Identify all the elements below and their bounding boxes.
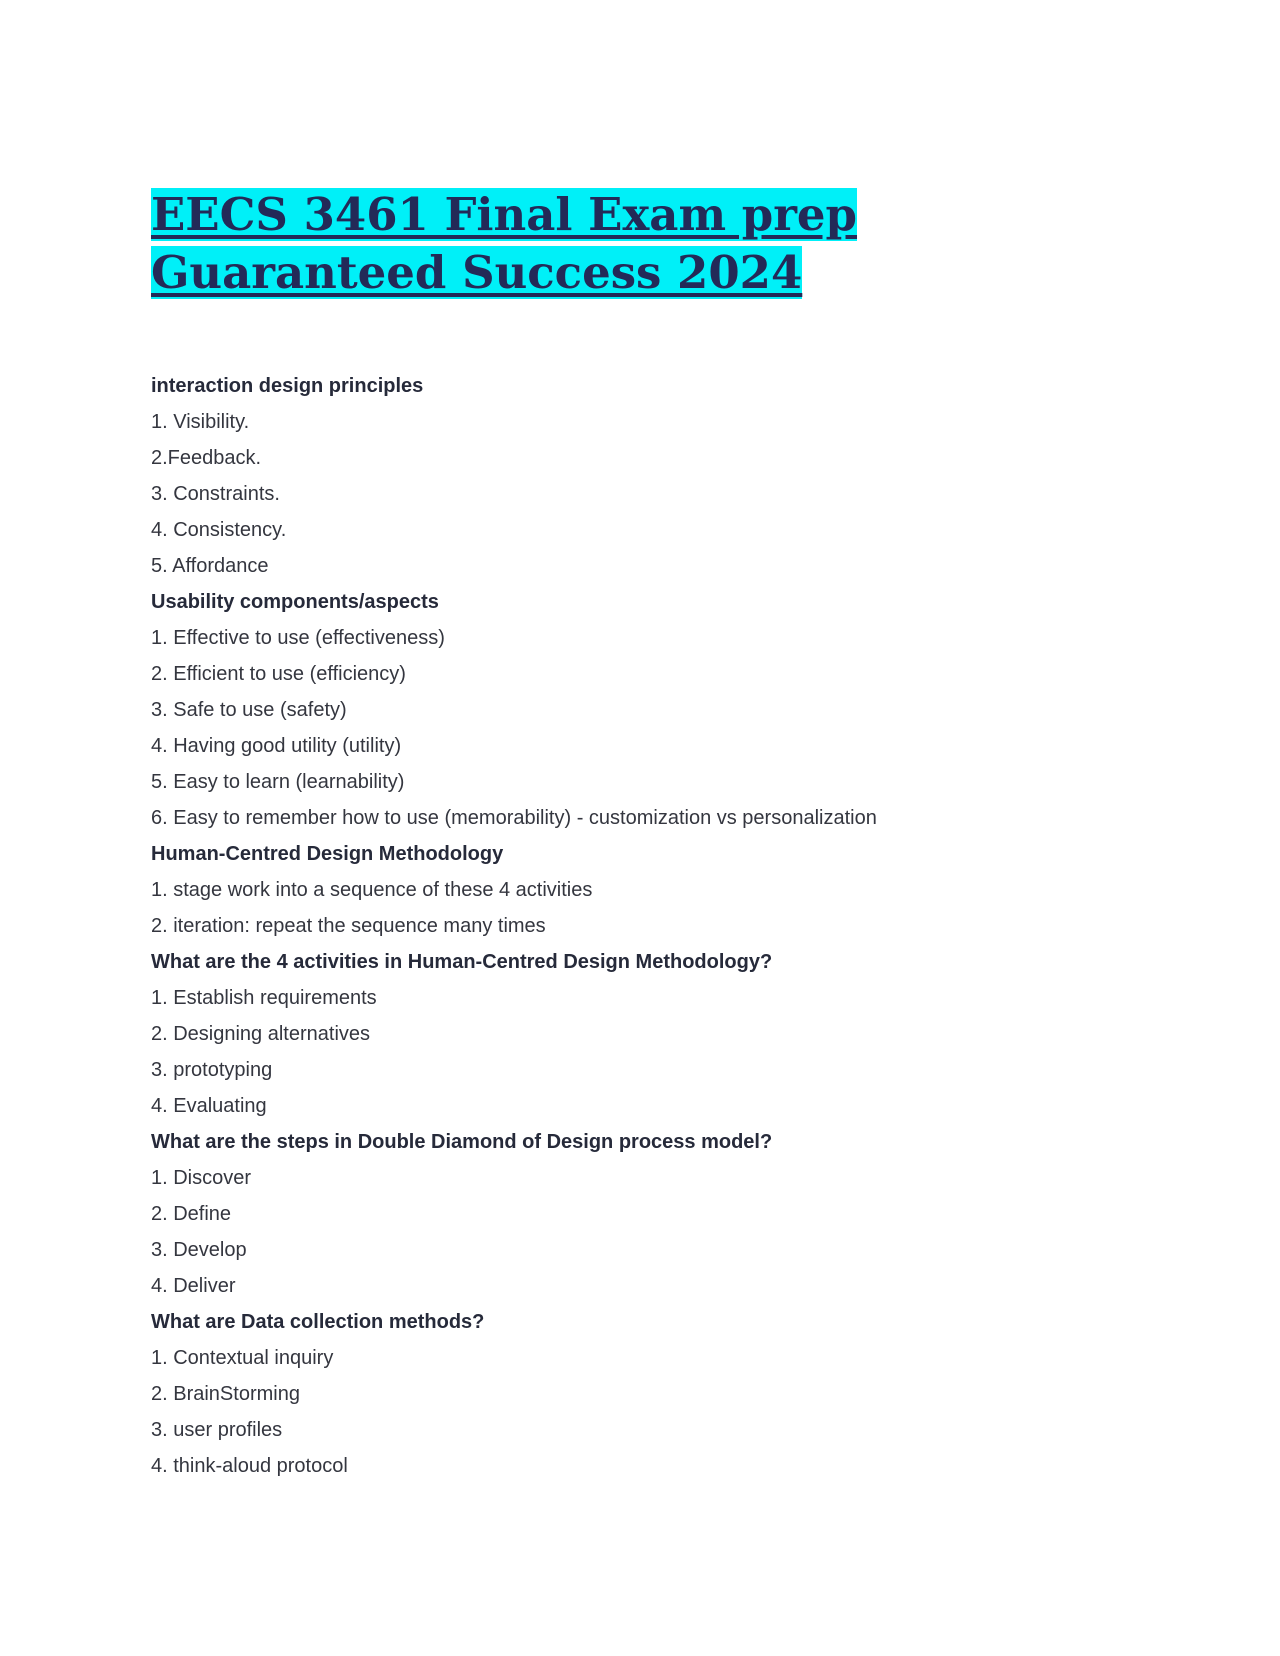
- section-items: [151, 410, 1131, 590]
- section-4: [151, 950, 1131, 1130]
- section-1: [151, 374, 1131, 590]
- list-item: 2. BrainStorming: [151, 1383, 300, 1405]
- list-item: 1. Contextual inquiry: [151, 1347, 334, 1369]
- list-item: 4. think-aloud protocol: [151, 1455, 348, 1477]
- section-heading: Usability components/aspects: [151, 591, 439, 613]
- document-title-text: EECS 3461 Final Exam prep Guaranteed Success 2024: [151, 188, 858, 299]
- section-3: [151, 842, 1131, 950]
- section-heading: What are Data collection methods?: [151, 1311, 485, 1333]
- list-item: 5. Affordance: [151, 555, 269, 577]
- list-item: 1. Visibility.: [151, 411, 250, 433]
- section-heading: What are the steps in Double Diamond of Design process model?: [151, 1131, 773, 1153]
- document-body: [151, 374, 1131, 1490]
- section-heading: What are the 4 activities in Human-Centred Design Methodology?: [151, 951, 773, 973]
- section-6: [151, 1310, 1131, 1490]
- list-item: 1. Effective to use (effectiveness): [151, 627, 445, 649]
- section-items: [151, 986, 1131, 1130]
- section-5: [151, 1130, 1131, 1310]
- section-items: [151, 878, 1131, 950]
- list-item: 1. Establish requirements: [151, 987, 377, 1009]
- list-item: 2. Define: [151, 1203, 232, 1225]
- list-item: 3. Constraints.: [151, 483, 280, 505]
- list-item: 4. Deliver: [151, 1275, 236, 1297]
- section-items: [151, 1166, 1131, 1310]
- list-item: 3. Develop: [151, 1239, 247, 1261]
- list-item: 1. stage work into a sequence of these 4 activities: [151, 879, 593, 901]
- section-list: [151, 374, 1131, 1490]
- list-item: 3. prototyping: [151, 1059, 273, 1081]
- list-item: 2. Efficient to use (efficiency): [151, 663, 406, 685]
- list-item: 2.Feedback.: [151, 447, 262, 469]
- document-page: [151, 186, 1131, 1490]
- list-item: 3. user profiles: [151, 1419, 283, 1441]
- list-item: 4. Having good utility (utility): [151, 735, 402, 757]
- list-item: 5. Easy to learn (learnability): [151, 771, 405, 793]
- section-items: [151, 1346, 1131, 1490]
- list-item: 1. Discover: [151, 1167, 252, 1189]
- list-item: 3. Safe to use (safety): [151, 699, 347, 721]
- list-item: 4. Consistency.: [151, 519, 287, 541]
- section-items: [151, 626, 1131, 842]
- document-title: [151, 186, 1131, 302]
- list-item: 2. iteration: repeat the sequence many times: [151, 915, 546, 937]
- list-item: 6. Easy to remember how to use (memorability) - customization vs personalization: [151, 807, 877, 829]
- list-item: 4. Evaluating: [151, 1095, 267, 1117]
- section-heading: interaction design principles: [151, 375, 424, 397]
- section-heading: Human-Centred Design Methodology: [151, 843, 504, 865]
- section-2: [151, 590, 1131, 842]
- list-item: 2. Designing alternatives: [151, 1023, 371, 1045]
